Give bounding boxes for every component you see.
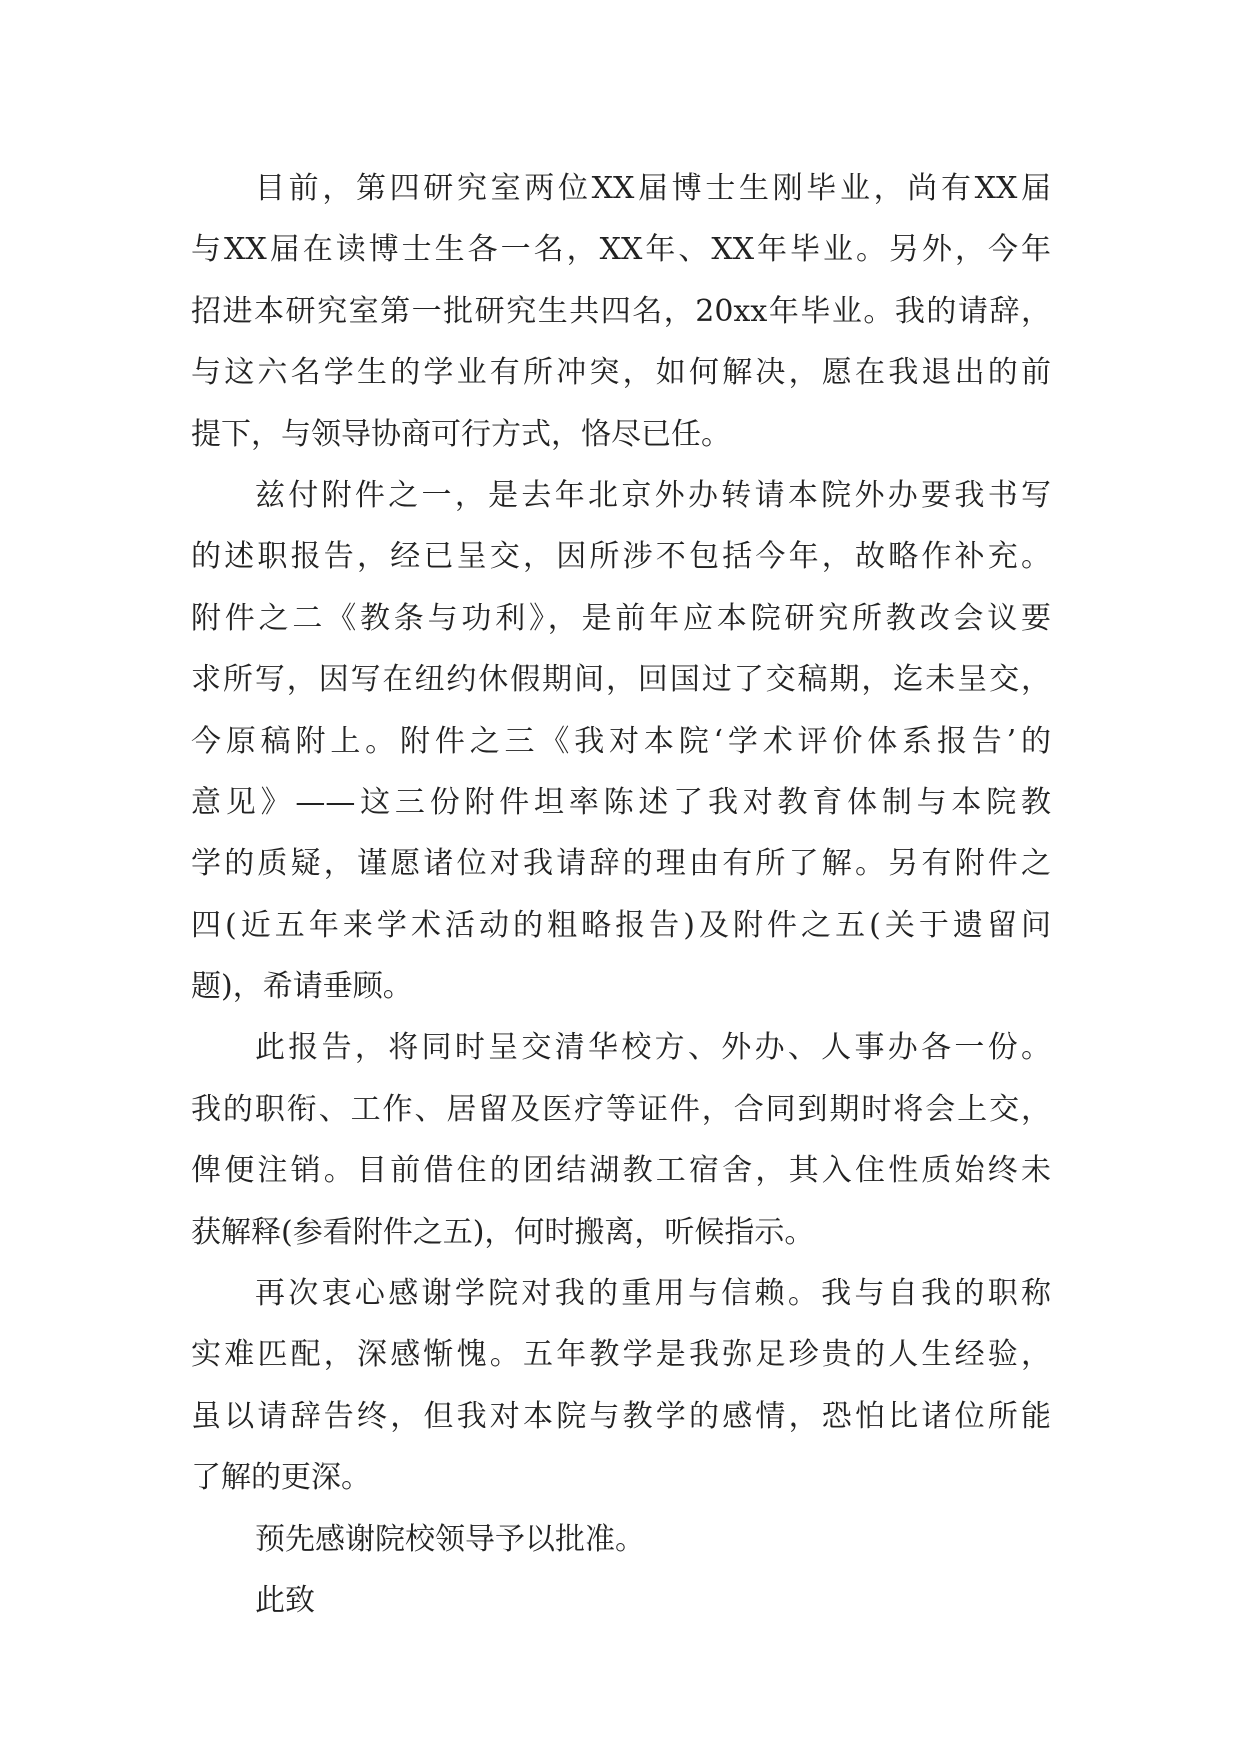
closing-salutation <box>191 1570 1051 1631</box>
paragraph-thanks <box>191 1263 1051 1509</box>
paragraph-report-copies <box>191 1017 1051 1263</box>
paragraph-students <box>191 158 1051 465</box>
text-line: 了解的更深。 <box>191 1460 371 1496</box>
text-line: 此致 <box>255 1582 315 1618</box>
text-line: 俾便注销。目前借住的团结湖教工宿舍，其入住性质始终未 <box>191 1153 1051 1189</box>
text-line: 预先感谢院校领导予以批准。 <box>255 1521 645 1557</box>
text-line: 虽以请辞告终，但我对本院与教学的感情，恐怕比诸位所能 <box>191 1398 1051 1434</box>
text-line: 意见》——这三份附件坦率陈述了我对教育体制与本院教 <box>191 784 1051 820</box>
text-line: 目前，第四研究室两位XX届博士生刚毕业，尚有XX届 <box>255 171 1051 206</box>
text-line: 四(近五年来学术活动的粗略报告)及附件之五(关于遗留问 <box>191 907 1051 943</box>
paragraph-attachments <box>191 465 1051 1018</box>
text-line: 此报告，将同时呈交清华校方、外办、人事办各一份。 <box>255 1030 1051 1066</box>
text-line: 获解释(参看附件之五)，何时搬离，听候指示。 <box>191 1214 815 1250</box>
text-line: 题)，希请垂顾。 <box>191 969 413 1005</box>
text-line: 附件之二《教条与功利》，是前年应本院研究所教改会议要 <box>191 600 1051 636</box>
text-line: 提下，与领导协商可行方式，恪尽已任。 <box>191 416 731 452</box>
text-line: 与这六名学生的学业有所冲突，如何解决，愿在我退出的前 <box>191 355 1051 391</box>
text-line: 学的质疑，谨愿诸位对我请辞的理由有所了解。另有附件之 <box>191 846 1051 882</box>
letter-body <box>191 158 1051 1631</box>
text-line: 我的职衔、工作、居留及医疗等证件，合同到期时将会上交， <box>191 1091 1051 1127</box>
text-line: 再次衷心感谢学院对我的重用与信赖。我与自我的职称 <box>255 1276 1051 1312</box>
text-line: 招进本研究室第一批研究生共四名，20xx年毕业。我的请辞， <box>191 293 1051 329</box>
text-line: 与XX届在读博士生各一名，XX年、XX年毕业。另外，今年 <box>191 232 1051 268</box>
text-line: 的述职报告，经已呈交，因所涉不包括今年，故略作补充。 <box>191 539 1051 575</box>
text-line: 求所写，因写在纽约休假期间，回国过了交稿期，迄未呈交， <box>191 662 1051 698</box>
text-line: 今原稿附上。附件之三《我对本院‘学术评价体系报告’的 <box>191 723 1051 759</box>
text-line: 兹付附件之一，是去年北京外办转请本院外办要我书写 <box>255 477 1051 513</box>
paragraph-approval <box>191 1509 1051 1570</box>
text-line: 实难匹配，深感惭愧。五年教学是我弥足珍贵的人生经验， <box>191 1337 1051 1373</box>
